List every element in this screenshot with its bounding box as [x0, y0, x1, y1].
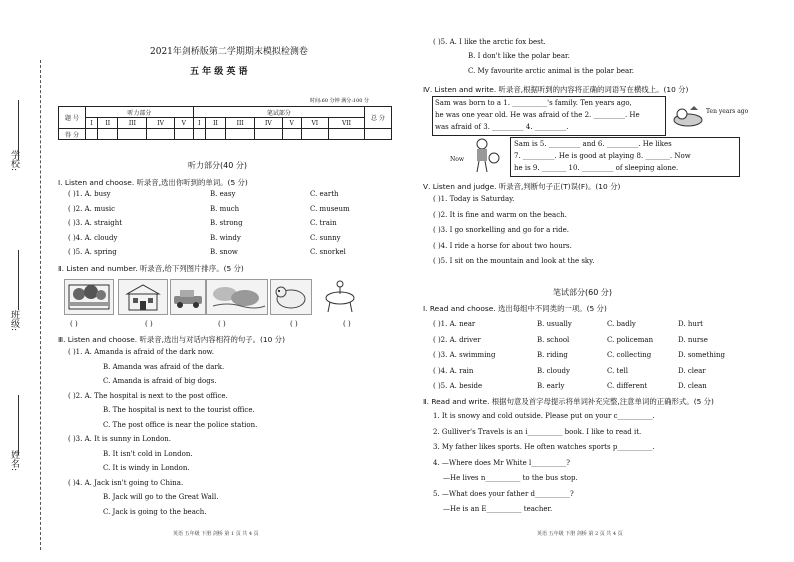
- score-col: IV: [255, 118, 282, 129]
- w-s1-option-d: D. nurse: [678, 335, 708, 344]
- l-s3-option-c: C. Jack is going to the beach.: [103, 507, 207, 516]
- written-title: 笔试部分(60 分): [553, 288, 612, 297]
- name-field-line[interactable]: [18, 395, 20, 455]
- score-col: III: [118, 118, 147, 129]
- score-col: IV: [147, 118, 174, 129]
- footer-right: 英语 五年级 下册 剑桥 第 2 页 共 4 页: [537, 531, 623, 537]
- score-col: VII: [329, 118, 365, 129]
- picture-horse-rider: [318, 276, 362, 314]
- w-s1-option-b: B. early: [537, 382, 565, 390]
- name-label: 姓名:: [9, 450, 19, 472]
- w-s2-item: 3. My father likes sports. He often watches sports p__________.: [433, 443, 655, 451]
- l-s3-option-a: ( )2. A. The hospital is next to the post office.: [68, 391, 228, 400]
- l-s3-option-a: ( )1. A. Amanda is afraid of the dark now.: [68, 348, 214, 356]
- l-s1-option-b: B. easy: [210, 190, 236, 198]
- listening-title: 听力部分(40 分): [188, 161, 247, 170]
- l-s3-option-b: B. Amanda was afraid of the dark.: [103, 362, 225, 371]
- class-field-line[interactable]: [18, 250, 20, 310]
- w-s1-option-c: C. policeman: [607, 335, 654, 344]
- w-s1-title: Ⅰ. Read and choose. 选出每组中不同类的一项。(5 分): [423, 304, 607, 313]
- score-table-row-label: 题 号: [59, 107, 86, 129]
- l-s1-option-a: ( )2. A. music: [68, 204, 115, 213]
- l-s3-option-b: B. I don't like the polar bear.: [468, 52, 570, 60]
- score-table-total: 总 分: [365, 107, 392, 129]
- score-col: III: [226, 118, 255, 129]
- now-label: Now: [450, 156, 464, 163]
- score-cell[interactable]: [193, 129, 205, 140]
- score-cell[interactable]: [282, 129, 301, 140]
- w-s1-option-d: D. something: [678, 351, 725, 359]
- l-s5-item: ( )4. I ride a horse for about two hours.: [433, 241, 572, 250]
- picture-answer-bracket: ( ): [343, 320, 351, 328]
- l-s1-option-b: B. snow: [210, 248, 238, 256]
- score-col: II: [205, 118, 225, 129]
- w-s1-option-a: ( )5. A. beside: [433, 382, 483, 390]
- score-cell[interactable]: [365, 129, 392, 140]
- l-s3-option-c: C. Amanda is afraid of big dogs.: [103, 377, 217, 385]
- l-s1-option-a: ( )3. A. straight: [68, 219, 123, 227]
- score-cell[interactable]: [174, 129, 193, 140]
- w-s1-option-b: B. school: [537, 335, 570, 344]
- l-s3-option-c: C. My favourite arctic animal is the polar bear.: [468, 67, 634, 75]
- time-score: 时间:60 分钟 满分:100 分: [310, 98, 370, 104]
- s4-box1-line: he was one year old. He was afraid of the 2. _________. He: [435, 111, 640, 119]
- score-cell[interactable]: [147, 129, 174, 140]
- picture-polar-bear: [270, 279, 312, 315]
- s4-box1-line: Sam was born to a 1. __________'s family. Ten years ago,: [435, 99, 632, 107]
- w-s1-option-b: B. cloudy: [537, 366, 570, 375]
- w-s1-option-a: ( )1. A. near: [433, 320, 476, 328]
- school-field-line[interactable]: [18, 100, 20, 160]
- score-table: [58, 106, 392, 140]
- w-s1-option-a: ( )4. A. rain: [433, 366, 474, 375]
- l-s5-item: ( )1. Today is Saturday.: [433, 195, 515, 203]
- l-s1-option-c: C. train: [310, 219, 337, 227]
- picture-hospital-building: [118, 279, 168, 315]
- score-table-score-label: 得 分: [59, 129, 86, 140]
- l-s1-option-a: ( )1. A. busy: [68, 190, 111, 198]
- baby-sleeping-picture: [672, 104, 704, 128]
- score-cell[interactable]: [226, 129, 255, 140]
- score-cell[interactable]: [205, 129, 225, 140]
- picture-car: [170, 279, 206, 315]
- l-s5-item: ( )3. I go snorkelling and go for a ride.: [433, 226, 569, 234]
- l-s3-option-b: B. It isn't cold in London.: [103, 449, 193, 458]
- l-s5-item: ( )5. I sit on the mountain and look at the sky.: [433, 257, 595, 265]
- s4-box2-line: Sam is 5. _________ and 6. _________. He likes: [514, 140, 672, 148]
- l-s1-option-c: C. sunny: [310, 233, 341, 242]
- score-col: I: [86, 118, 98, 129]
- footer-left: 英语 五年级 下册 剑桥 第 1 页 共 4 页: [173, 531, 259, 537]
- picture-park-trees: [64, 279, 114, 315]
- picture-answer-bracket: ( ): [145, 320, 153, 328]
- w-s2-item: 1. It is snowy and cold outside. Please put on your c__________.: [433, 412, 655, 420]
- l-s3-option-a: ( )4. A. Jack isn't going to China.: [68, 478, 184, 487]
- w-s1-option-c: C. collecting: [607, 351, 652, 359]
- exam-subtitle: 五 年 级 英 语: [190, 67, 248, 77]
- s4-box2-line: 7. _________. He is good at playing 8. _______. Now: [514, 152, 691, 160]
- school-label: 学校:: [9, 150, 19, 172]
- score-cell[interactable]: [118, 129, 147, 140]
- score-cell[interactable]: [98, 129, 118, 140]
- ten-years-ago-label: Ten years ago: [706, 108, 749, 115]
- l-s1-option-b: B. windy: [210, 233, 241, 242]
- w-s1-option-d: D. hurt: [678, 320, 703, 328]
- l-s3-option-c: C. It is windy in London.: [103, 464, 190, 472]
- l-s3-title: Ⅲ. Listen and choose. 听录音,选出与对话内容相符的句子。(10 分): [58, 335, 285, 344]
- score-cell[interactable]: [86, 129, 98, 140]
- score-col: V: [174, 118, 193, 129]
- score-col: I: [193, 118, 205, 129]
- s4-box2-line: he is 9. _______ 10. _________ of sleeping alone.: [514, 164, 679, 172]
- score-col: VI: [301, 118, 328, 129]
- picture-answer-bracket: ( ): [70, 320, 78, 328]
- w-s1-option-b: B. usually: [537, 320, 572, 328]
- w-s2-item: 2. Gulliver's Travels is an i__________ book. I like to read it.: [433, 427, 642, 436]
- w-s2-item: —He is an E__________ teacher.: [443, 505, 553, 513]
- l-s1-option-c: C. museum: [310, 204, 350, 213]
- score-cell[interactable]: [255, 129, 282, 140]
- picture-clouds-wind: [206, 279, 268, 315]
- picture-answer-bracket: ( ): [290, 320, 298, 328]
- picture-answer-bracket: ( ): [218, 320, 226, 328]
- score-table-listening: 听力部分: [86, 107, 194, 118]
- l-s5-title: Ⅴ. Listen and judge. 听录音,判断句子正(T)误(F)。(10 分): [423, 182, 621, 191]
- binding-line: [40, 60, 41, 550]
- l-s1-option-a: ( )4. A. cloudy: [68, 233, 118, 242]
- s4-box1-line: was afraid of 3. _________ 4. _________.: [435, 123, 569, 131]
- class-label: 班级:: [9, 310, 19, 332]
- w-s1-option-b: B. riding: [537, 351, 568, 359]
- exam-title: 2021年剑桥版第二学期期末模拟检测卷: [150, 47, 308, 57]
- l-s4-title: Ⅳ. Listen and write. 听录音,根据听到的内容将正确的词语写在横线上。(10 分): [423, 85, 689, 94]
- l-s1-option-b: B. much: [210, 204, 240, 213]
- w-s2-item: 4. —Where does Mr White l__________?: [433, 458, 570, 467]
- l-s2-title: Ⅱ. Listen and number. 听录音,给下列图片排序。(5 分): [58, 264, 244, 273]
- w-s2-item: —He lives n__________ to the bus stop.: [443, 474, 578, 482]
- score-col: II: [98, 118, 118, 129]
- w-s1-option-a: ( )3. A. swimming: [433, 351, 496, 359]
- l-s3-option-b: B. The hospital is next to the tourist office.: [103, 406, 255, 414]
- l-s3-option-b: B. Jack will go to the Great Wall.: [103, 493, 219, 501]
- boy-with-ball-picture: [468, 138, 502, 174]
- w-s1-option-c: C. tell: [607, 366, 628, 375]
- l-s3-option-a: ( )5. A. I like the arctic fox best.: [433, 38, 546, 46]
- score-col: V: [282, 118, 301, 129]
- l-s3-option-a: ( )3. A. It is sunny in London.: [68, 435, 172, 443]
- w-s2-title: Ⅱ. Read and write. 根据句意及首字母提示将单词补充完整,注意单词的正确形式。(5 分): [423, 397, 714, 406]
- l-s1-option-b: B. strong: [210, 219, 243, 227]
- l-s1-title: Ⅰ. Listen and choose. 听录音,选出你听到的单词。(5 分): [58, 178, 248, 187]
- w-s2-item: 5. —What does your father d__________?: [433, 489, 574, 498]
- l-s1-option-c: C. earth: [310, 190, 339, 198]
- w-s1-option-a: ( )2. A. driver: [433, 335, 481, 344]
- w-s1-option-d: D. clean: [678, 382, 707, 390]
- score-table-written: 笔试部分: [193, 107, 364, 118]
- w-s1-option-c: C. different: [607, 382, 648, 390]
- score-cell[interactable]: [301, 129, 328, 140]
- score-cell[interactable]: [329, 129, 365, 140]
- l-s3-option-c: C. The post office is near the police station.: [103, 420, 258, 429]
- w-s1-option-d: D. clear: [678, 366, 706, 375]
- l-s1-option-c: C. snorkel: [310, 248, 346, 256]
- l-s1-option-a: ( )5. A. spring: [68, 248, 117, 256]
- l-s5-item: ( )2. It is fine and warm on the beach.: [433, 210, 567, 219]
- w-s1-option-c: C. badly: [607, 320, 636, 328]
